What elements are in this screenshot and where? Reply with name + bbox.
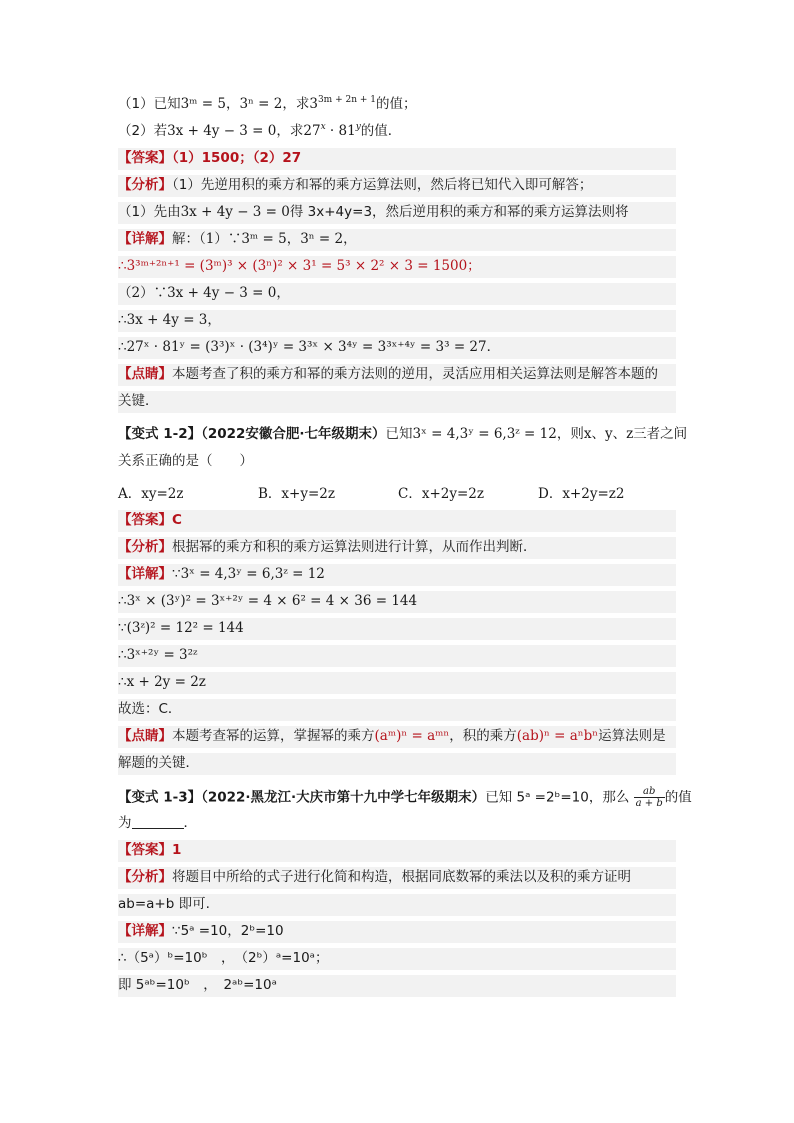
q2-comment-text1c: 运算法则是 bbox=[598, 728, 666, 744]
q1-detail-line4: ∴3x + 4y = 3， bbox=[118, 312, 221, 328]
q3-detail-line1: ∵5ᵃ =10，2ᵇ=10 bbox=[172, 923, 284, 939]
q3-detail-1 bbox=[118, 921, 676, 943]
q2-detail-line5: ∴x + 2y = 2z bbox=[118, 674, 206, 690]
q1-part2-exp1: x bbox=[320, 122, 326, 132]
q2-option-b[interactable]: B．x+y=2z bbox=[258, 486, 335, 502]
q2-analysis bbox=[118, 537, 676, 559]
q1-detail-2 bbox=[118, 256, 676, 278]
q3-analysis-1 bbox=[118, 867, 676, 889]
q3-analysis-text1: 将题目中所给的式子进行化简和构造，根据同底数幂的乘法以及积的乘方证明 bbox=[172, 869, 631, 885]
q1-analysis bbox=[118, 175, 676, 197]
q3-stem-2 bbox=[118, 813, 676, 835]
q2-comment-text1b: ，积的乘方 bbox=[449, 728, 517, 744]
q1-analysis2-prefix: （1）先由 bbox=[118, 204, 181, 220]
q1-detail-line1: 解：（1）∵3ᵐ = 5，3ⁿ = 2， bbox=[172, 231, 357, 247]
q1-detail-label: 【详解】 bbox=[118, 231, 172, 247]
fraction-denominator: a + b bbox=[635, 798, 663, 809]
q1-analysis-text: （1）先逆用积的乘方和幂的乘方运算法则，然后将已知代入即可解答； bbox=[172, 177, 593, 193]
q1-analysis2-suffix: 得 3x+4y=3，然后逆用积的乘方和幂的乘方运算法则将 bbox=[289, 204, 629, 220]
q2-analysis-text: 根据幂的乘方和积的乘方运算法则进行计算，从而作出判断． bbox=[172, 539, 537, 555]
q1-analysis-label: 【分析】 bbox=[118, 177, 172, 193]
q1-detail-4 bbox=[118, 310, 676, 332]
answer-blank[interactable] bbox=[132, 814, 184, 829]
q3-detail-line3: 即 5ᵃᵇ=10ᵇ ， 2ᵃᵇ=10ᵃ bbox=[118, 977, 277, 993]
q3-stem2: 为 bbox=[118, 815, 132, 831]
q2-stem-2 bbox=[118, 451, 676, 473]
q2-analysis-label: 【分析】 bbox=[118, 539, 172, 555]
q1-answer-text: （1）1500；（2）27 bbox=[172, 150, 302, 166]
q1-comment-text2: 关键． bbox=[118, 393, 159, 409]
q1-analysis-2 bbox=[118, 202, 676, 224]
q2-detail-line2: ∴3ˣ × (3ʸ)² = 3ˣ⁺²ʸ = 4 × 6² = 4 × 36 = 144 bbox=[118, 593, 418, 609]
q3-detail-3 bbox=[118, 975, 676, 997]
q1-comment-2 bbox=[118, 391, 676, 413]
q2-comment-text2: 解题的关键． bbox=[118, 755, 199, 771]
q1-detail-5 bbox=[118, 337, 676, 359]
q2-option-c[interactable]: C．x+2y=2z bbox=[398, 486, 484, 502]
q2-stem2: 关系正确的是（ ） bbox=[118, 453, 253, 469]
q3-analysis-text2: ab=a+b 即可. bbox=[118, 896, 210, 912]
q2-comment-2 bbox=[118, 753, 676, 775]
fraction-ab-over-a-plus-b bbox=[634, 786, 665, 809]
q2-detail-3 bbox=[118, 618, 676, 640]
q1-answer-label: 【答案】 bbox=[118, 150, 172, 166]
q2-option-d[interactable]: D．x+2y=z2 bbox=[538, 486, 625, 502]
q1-part2-mid: · 81 bbox=[325, 123, 356, 139]
q1-detail-line3: （2）∵3x + 4y − 3 = 0， bbox=[118, 285, 290, 301]
q1-comment-1 bbox=[118, 364, 676, 386]
q1-detail-1 bbox=[118, 229, 676, 251]
q2-answer-text: C bbox=[172, 512, 182, 528]
q1-part1-given: 3ᵐ = 5，3ⁿ = 2，求3 bbox=[180, 96, 318, 112]
q2-detail-line3: ∵(3ᶻ)² = 12² = 144 bbox=[118, 620, 244, 636]
q2-detail-4 bbox=[118, 645, 676, 667]
q3-stem2-suffix: ． bbox=[183, 815, 197, 831]
q2-stem-1 bbox=[118, 424, 688, 446]
q2-answer-label: 【答案】 bbox=[118, 512, 172, 528]
q2-detail-label: 【详解】 bbox=[118, 566, 172, 582]
q1-part1-suffix: 的值； bbox=[376, 96, 417, 112]
q2-comment-1 bbox=[118, 726, 676, 748]
q3-answer bbox=[118, 840, 676, 862]
q1-comment-label: 【点睛】 bbox=[118, 366, 172, 382]
q3-detail-line2: ∴（5ᵃ）ᵇ=10ᵇ ， （2ᵇ）ᵃ=10ᵃ； bbox=[118, 950, 329, 966]
q3-detail-2 bbox=[118, 948, 676, 970]
q2-detail-line1: ∵3ˣ = 4,3ʸ = 6,3ᶻ = 12 bbox=[172, 566, 325, 582]
q1-detail-line5: ∴27ˣ · 81ʸ = (3³)ˣ · (3⁴)ʸ = 3³ˣ × 3⁴ʸ = 3³ˣ⁺⁴ʸ = 3³ = 27． bbox=[118, 339, 501, 355]
q1-comment-text1: 本题考查了积的乘方和幂的乘方法则的逆用，灵活应用相关运算法则是解答本题的 bbox=[172, 366, 658, 382]
q2-stem1: 已知3ˣ = 4,3ʸ = 6,3ᶻ = 12，则x、y、z三者之间 bbox=[385, 426, 688, 442]
q1-analysis2-math: 3x + 4y − 3 = 0 bbox=[180, 204, 290, 220]
q2-comment-math2: (ab)ⁿ = aⁿbⁿ bbox=[516, 728, 599, 744]
q2-detail-6 bbox=[118, 699, 676, 721]
q2-comment-label: 【点睛】 bbox=[118, 728, 172, 744]
q1-part1 bbox=[118, 94, 676, 116]
q2-detail-5 bbox=[118, 672, 676, 694]
q3-stem-1 bbox=[118, 786, 692, 809]
q3-detail-label: 【详解】 bbox=[118, 923, 172, 939]
q3-analysis-2 bbox=[118, 894, 676, 916]
q2-options bbox=[118, 484, 676, 506]
q2-detail-line4: ∴3ˣ⁺²ʸ = 3²ᶻ bbox=[118, 647, 198, 663]
q1-detail-3 bbox=[118, 283, 676, 305]
q2-option-a[interactable]: A．xy=2z bbox=[118, 486, 184, 502]
q2-detail-line6: 故选：C． bbox=[118, 701, 182, 717]
q1-part1-exponent: 3m + 2n + 1 bbox=[317, 95, 376, 105]
q2-comment-text1a: 本题考查幂的运算，掌握幂的乘方 bbox=[172, 728, 375, 744]
fraction-numerator: ab bbox=[634, 786, 665, 798]
q1-part2 bbox=[118, 121, 676, 143]
q3-answer-label: 【答案】 bbox=[118, 842, 172, 858]
q1-part2-given: 3x + 4y − 3 = 0，求27 bbox=[167, 123, 321, 139]
q3-label: 【变式 1-3】 bbox=[118, 789, 202, 806]
q1-part2-prefix: （2）若 bbox=[118, 123, 168, 139]
q3-source: （2022·黑龙江·大庆市第十九中学七年级期末） bbox=[201, 789, 486, 806]
q1-part1-prefix: （1）已知 bbox=[118, 96, 181, 112]
q2-comment-math1: (aᵐ)ⁿ = aᵐⁿ bbox=[374, 728, 450, 744]
q2-answer bbox=[118, 510, 676, 532]
q3-stem1: 已知 5ᵃ =2ᵇ=10，那么 bbox=[485, 789, 630, 806]
q1-answer bbox=[118, 148, 676, 170]
q3-stem1-suffix: 的值 bbox=[664, 789, 692, 806]
q3-answer-text: 1 bbox=[172, 842, 182, 858]
q1-part2-exp2: y bbox=[355, 122, 361, 132]
q2-label: 【变式 1-2】 bbox=[118, 426, 202, 442]
q1-part2-suffix: 的值． bbox=[360, 123, 402, 139]
q3-analysis-label: 【分析】 bbox=[118, 869, 172, 885]
q2-detail-1 bbox=[118, 564, 676, 586]
q2-detail-2 bbox=[118, 591, 676, 613]
q2-source: （2022安徽合肥·七年级期末） bbox=[201, 426, 386, 442]
q1-detail-line2: ∴3³ᵐ⁺²ⁿ⁺¹ = (3ᵐ)³ × (3ⁿ)² × 3¹ = 5³ × 2² × 3 = 1500； bbox=[118, 258, 481, 274]
